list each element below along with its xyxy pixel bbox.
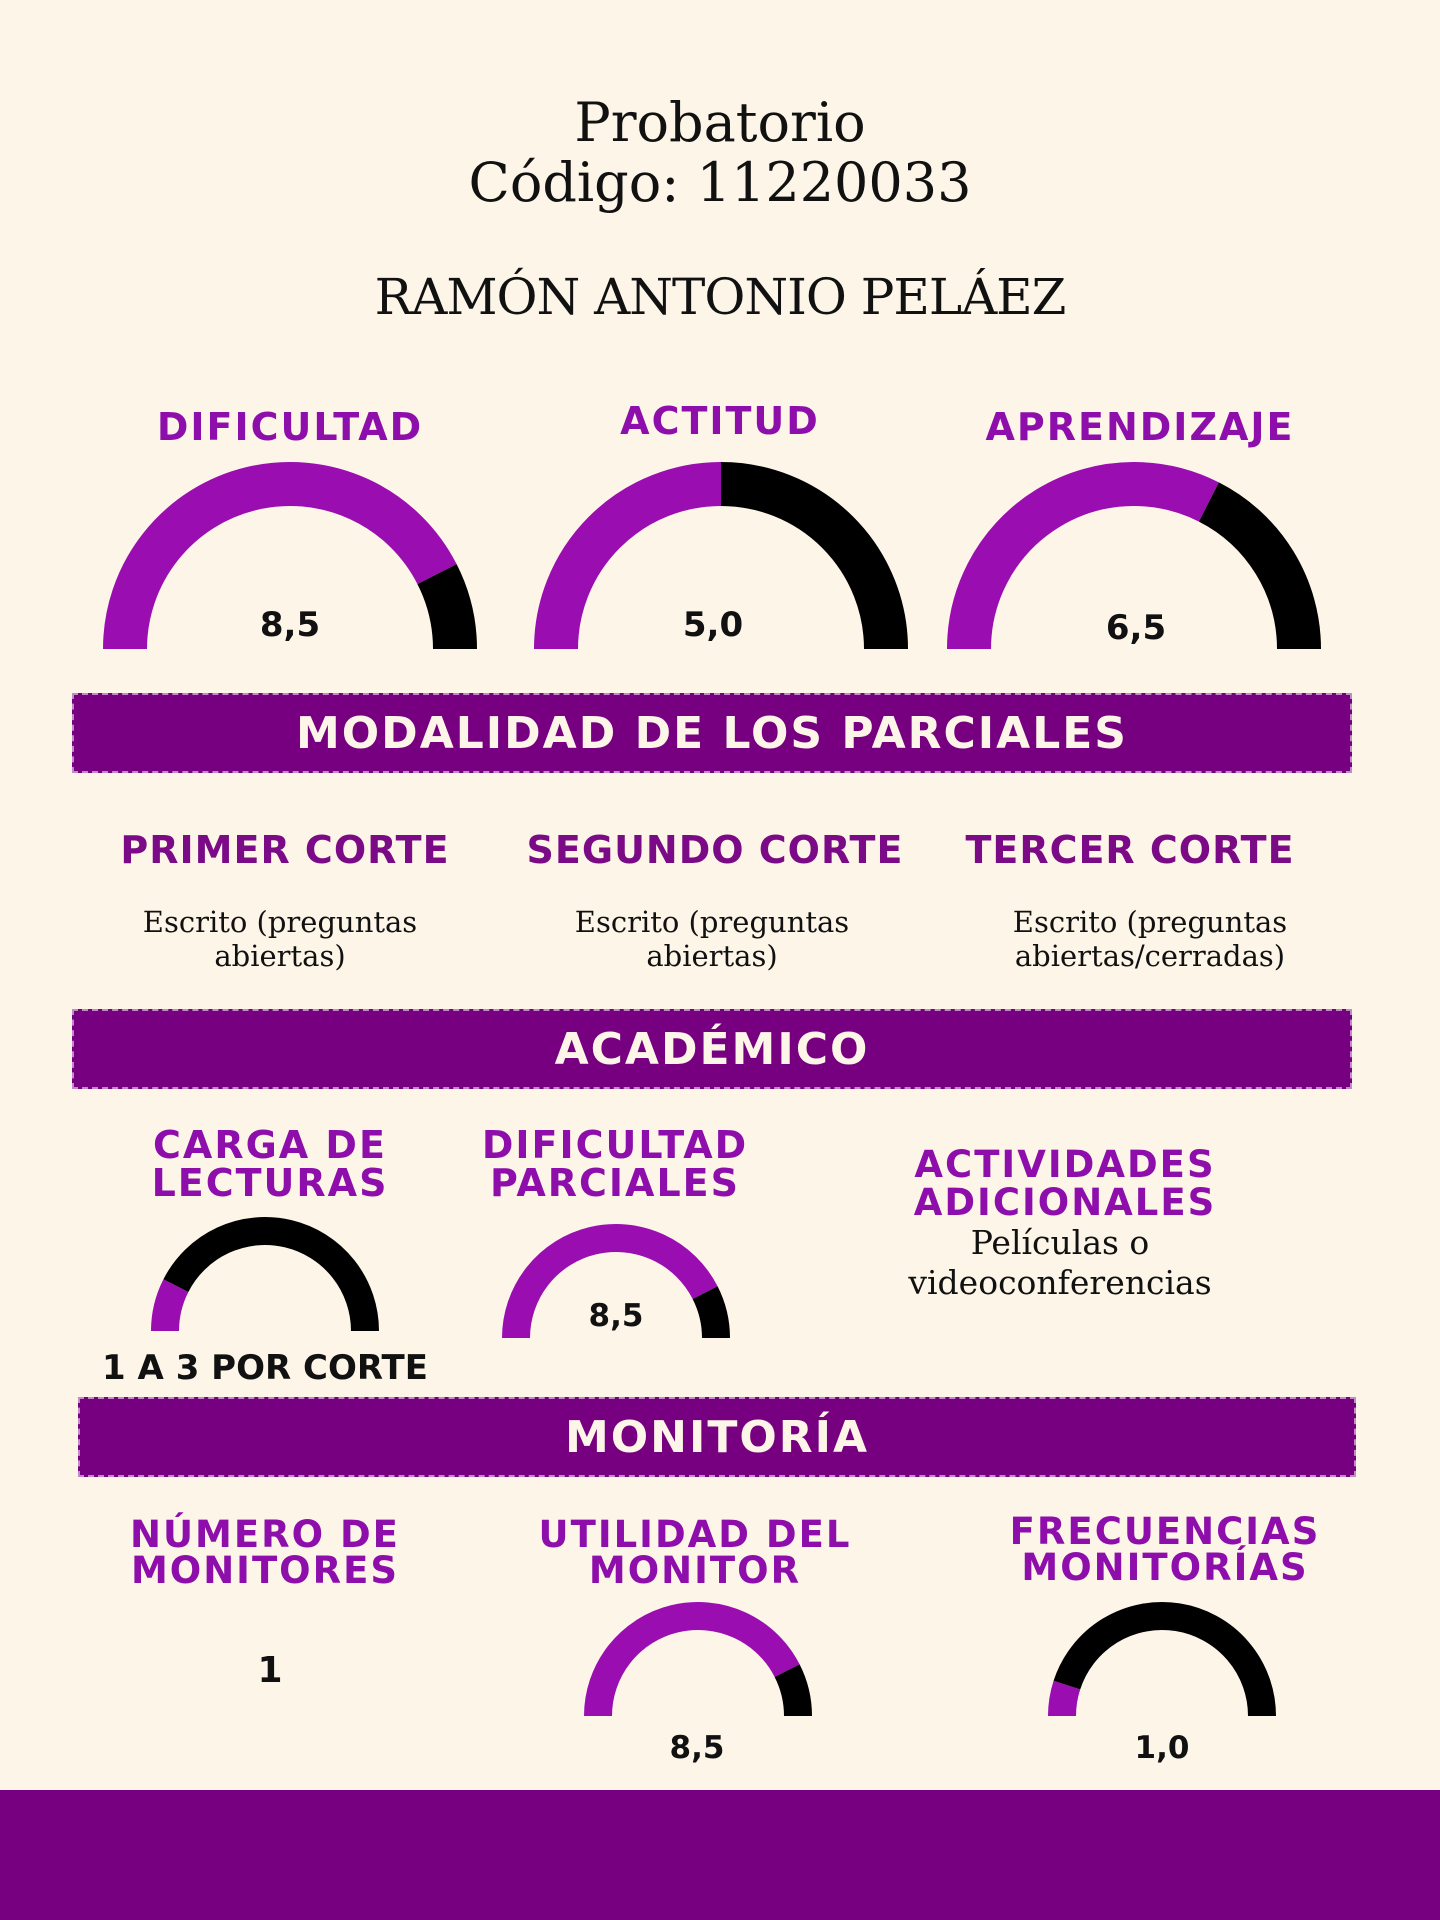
gauge-label-aprendizaje: APRENDIZAJE — [985, 405, 1295, 449]
page-title-line1: Probatorio — [574, 91, 866, 154]
numero-monitores-label: NÚMERO DE MONITORES — [130, 1513, 400, 1592]
gauge-value-actitud: 5,0 — [682, 605, 744, 645]
corte-title-3: TERCER CORTE — [965, 828, 1295, 872]
gauge-fill-arc — [165, 1286, 176, 1331]
dificultad-parciales-value: 8,5 — [588, 1298, 644, 1334]
actividades-desc: Películas o videoconferencias — [908, 1223, 1212, 1302]
corte-desc-3: Escrito (preguntas abiertas/cerradas) — [1012, 905, 1288, 973]
footer-bar — [0, 1790, 1440, 1920]
corte-desc-2: Escrito (preguntas abiertas) — [574, 905, 850, 973]
gauge-label-dificultad: DIFICULTAD — [156, 405, 424, 449]
professor-name: RAMÓN ANTONIO PELÁEZ — [374, 268, 1066, 326]
corte-title-1: PRIMER CORTE — [120, 828, 450, 872]
banner-monitoria: MONITORÍA — [78, 1397, 1356, 1477]
actividades-adicionales-label: ACTIVIDADES ADICIONALES — [913, 1143, 1217, 1224]
gauge-remainder-arc — [787, 1671, 798, 1716]
gauge-carga-lecturas — [150, 1215, 380, 1335]
frecuencias-monitorias-label: FRECUENCIAS MONITORÍAS — [1009, 1510, 1321, 1589]
gauge-remainder-arc — [437, 574, 455, 649]
gauge-frecuencias-monitorias — [1046, 1600, 1278, 1715]
gauge-remainder-arc — [176, 1231, 365, 1331]
banner-modalidad: MODALIDAD DE LOS PARCIALES — [72, 693, 1352, 773]
gauge-value-aprendizaje: 6,5 — [1105, 608, 1167, 648]
frecuencias-monitorias-value: 1,0 — [1134, 1730, 1190, 1766]
banner-academico: ACADÉMICO — [72, 1009, 1352, 1089]
gauge-value-dificultad: 8,5 — [259, 605, 321, 645]
carga-lecturas-label: CARGA DE LECTURAS — [151, 1123, 389, 1205]
gauge-remainder-arc — [1067, 1616, 1262, 1716]
page-title-code: Código: 11220033 — [468, 151, 972, 214]
carga-lecturas-caption: 1 A 3 POR CORTE — [102, 1348, 428, 1388]
gauge-remainder-arc — [705, 1293, 716, 1338]
utilidad-monitor-label: UTILIDAD DEL MONITOR — [538, 1513, 852, 1592]
gauge-label-actitud: ACTITUD — [620, 399, 820, 443]
gauge-fill-arc — [598, 1616, 787, 1716]
dificultad-parciales-label: DIFICULTAD PARCIALES — [481, 1123, 749, 1205]
gauge-fill-arc — [1062, 1685, 1067, 1716]
gauge-utilidad-monitor — [582, 1600, 814, 1715]
corte-desc-1: Escrito (preguntas abiertas) — [142, 905, 418, 973]
corte-title-2: SEGUNDO CORTE — [526, 828, 904, 872]
utilidad-monitor-value: 8,5 — [669, 1730, 725, 1766]
numero-monitores-value: 1 — [257, 1650, 283, 1691]
